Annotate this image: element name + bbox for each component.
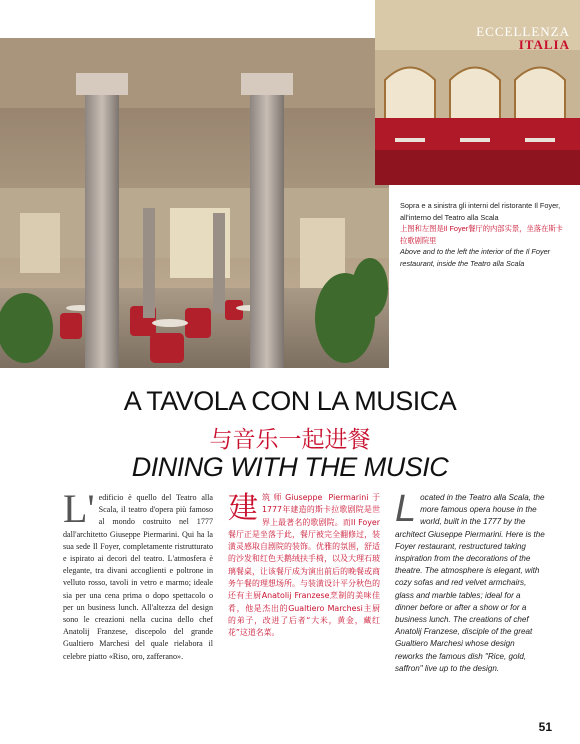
drop-cap-chinese: 建 — [228, 491, 258, 526]
caption-chinese: 上图和左图是Il Foyer餐厅的内部实景，坐落在斯卡拉歌剧院里 — [400, 224, 563, 245]
page-number: 51 — [538, 720, 552, 734]
title-english: DINING WITH THE MUSIC — [131, 452, 449, 482]
body-column-italian — [63, 486, 213, 663]
restaurant-interior-illustration — [0, 38, 389, 368]
restaurant-interior-photo — [0, 38, 389, 368]
body-text-english: ocated in the Teatro alla Scala, the more famous opera house in the world, built in the 1777 by the architect Giuseppe Piermarini. Here is the Foyer restaurant, restructured taking inspiration from the decorations of the theatre. The atmosphere is elegant, with cozy sofas and red velvet armchairs, glass and marble tables; ideal for a dinner before or after a show or for a business lunch. The creations of chef Anatolij Franzese, disciple of the great Gualtiero Marchesi whose design reworks the famous dish "Rice, gold, saffron" live up to the design. — [395, 493, 545, 673]
drop-cap-english: L — [395, 488, 417, 530]
title-chinese: 与音乐一起进餐 — [209, 427, 371, 453]
body-column-english — [395, 488, 545, 675]
body-text-italian: edificio è quello del Teatro alla Scala, il teatro d'opera più famoso al mondo costruito nel 1777 dall'architetto Giuseppe Piermarini. Qui ha la sua sede Il Foyer, completamente ristrutturato e ispirato ai decori del teatro. L'atmosfera è elegante, tra divani accoglienti e poltrone in velluto rosso, tavoli in vetro e marmo; ideale sia per una cena prima o dopo spettacolo o per un business lunch. All'altezza del design sono le creazioni nella cucina dello chef Anatolij Franzese, discepolo del grande Gualtiero Marchesi del quale rielabora il celebre piatto «Riso, oro, zafferano». — [63, 493, 213, 661]
body-text-chinese: 筑师Giuseppe Piermarini于1777年建造的斯卡拉歌剧院是世界上最著名的歌剧院。而Il Foyer餐厅正是坐落于此，餐厅被完全翻修过，装潢灵感取自剧院的装饰。优雅的氛围，舒适的沙发和红色天鹅绒扶手椅，以及大理石玻璃餐桌，让该餐厅成为演出前后的晚餐或商务午餐的理想场所。与装潢设计平分秋色的还有主厨Anatolij Franzese烹制的美味佳肴，他是杰出的Gualtiero Marchesi主厨的弟子，改进了后者“大米，黄金，藏红花”这道名菜。 — [228, 493, 380, 638]
caption-english: Above and to the left the interior of the Il Foyer restaurant, inside the Teatro alla Scala — [400, 247, 551, 268]
brand-line-2: ITALIA — [518, 37, 570, 52]
body-column-chinese — [228, 492, 380, 640]
caption-italian: Sopra e a sinistra gli interni del ristorante Il Foyer, all'interno del Teatro alla Scala — [400, 201, 561, 222]
brand-line-1: ECCELLENZA — [476, 24, 570, 39]
drop-cap-italian: L' — [63, 486, 95, 531]
title-italian: A TAVOLA CON LA MUSICA — [123, 386, 457, 416]
restaurant-red-room-photo — [375, 0, 580, 185]
magazine-brand — [476, 25, 570, 51]
photo-caption — [400, 200, 565, 269]
